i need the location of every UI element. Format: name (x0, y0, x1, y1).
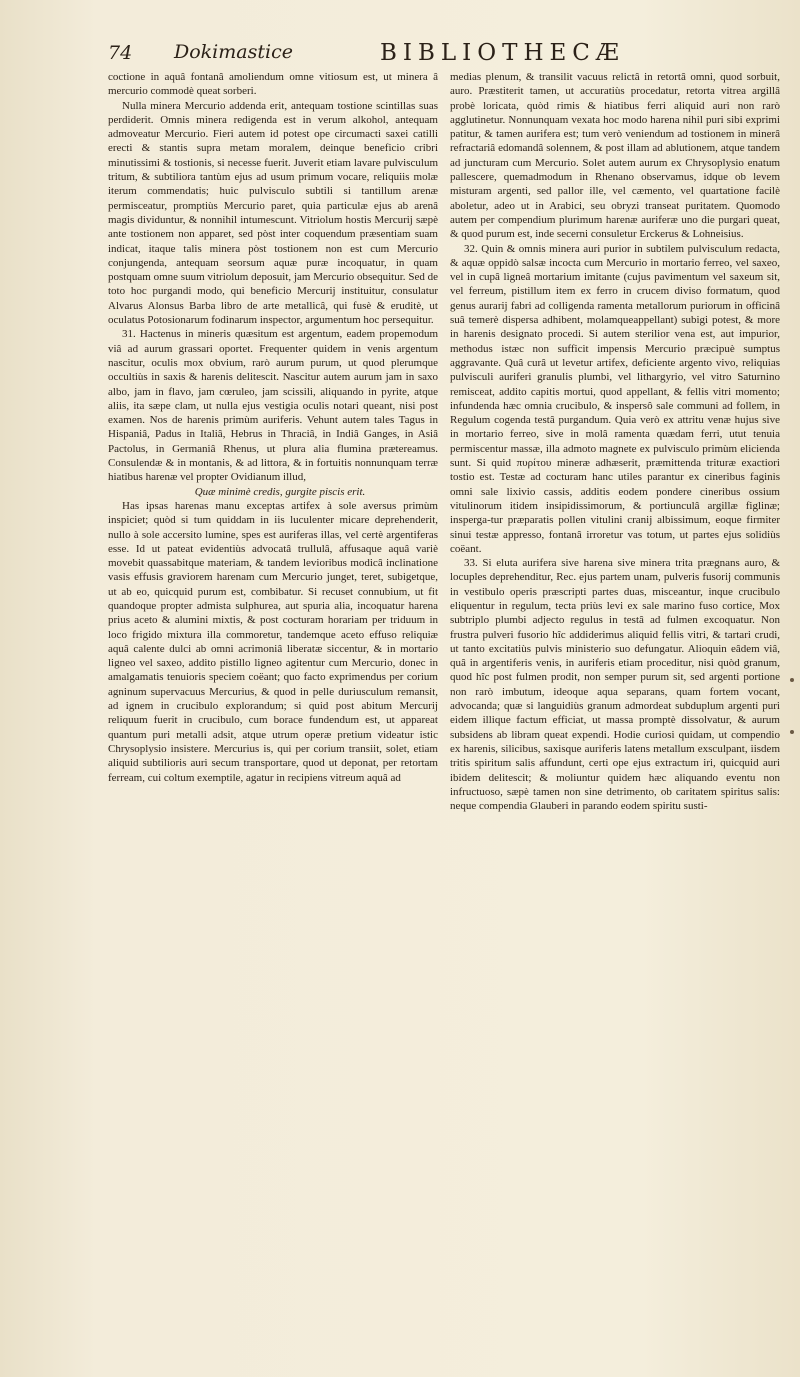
paragraph: Has ipsas harenas manu exceptas artifex à sole aversus primùm inspiciet; quòd si tum quiddam in iis luculenter micare deprehenderit, nullo à sole accersito lumine, spes est auriferas illas, vel certè argentiferas esse. Id ut pateat evidentiùs advocatâ trullulâ, affusaque aquâ variè movebit quassabitque materiam, & tandem levioribus modicâ inclinatione vasis effusis graviorem harenam cum Mercurio junget, teret, subigetque, ut ab eo, quicquid purum est, combibatur. Si recuset connubium, ut fit quandoque propter admista sulphurea, aut spuria alia, incoquatur harena prius aceto & alumini mixtis, & post cocturam horariam per triduum in loco frigido mixtura illa commoretur, tandemque aceto effuso reliquiæ aquâ calente dulci ab omni acrimoniâ liberatæ siccentur, & in mortario ligneo vel saxeo, addito pistillo ligneo agitentur cum Mercurio, donec in amalgamatis tenuioris speciem coëant; quo facto exprimendus per corium agninum supervacuus Mercurius, & quod in pelle duriusculum remansit, ad ignem in crucibulo explorandum; si quid post abitum Mercurij reliquum fuerit in crucibulo, cum borace fundendum est, ut appareat quantum puri metalli adsit, atque utrum operæ pretium videatur istic Chrysoplysio insistere. Mercurius is, qui per corium transiit, solet, etiam aliquid subtilioris auri secum transportare, quod ut deponat, per retortam ferream, cui coltum exemptile, agatur in recipiens vitreum aquâ ad (108, 499, 438, 784)
page-title: BIBLIOTHECÆ (380, 40, 625, 66)
right-column (450, 70, 780, 813)
page-header (108, 38, 780, 68)
text-columns (108, 70, 780, 813)
page-number: 74 (108, 42, 133, 64)
paragraph: Nulla minera Mercurio addenda erit, antequam tostione scintillas suas perdiderit. Omnis minera redigenda est in verum alkohol, antequam admoveatur Mercurio. Fieri autem id potest ope circumacti saxei catilli erecti & stantis supra metam moralem, deinque beneficio cribri minutissimi & tostionis, si necesse fuerit. Juverit etiam lavare pulvisculum tritum, & subtiliora tantùm ejus ad usum primum vocare, reliquiis molæ iterum commendatis; huic pulvisculo subtili si tantillum arenæ permisceatur, promptiùs Mercurio paret, quia particulæ ejus ab arenâ magis dividuntur, & nonnihil intumescunt. Vitriolum hostis Mercurij sæpè ante tostionem non apparet, sed pòst inter coquendum præsentiam suam indicat, itaque talis minera pòst tostionem non est cum Mercurio conjungenda, antequam seorsum aquæ puræ incoquatur, in quam postquam omne suum vitriolum deposuit, jam Mercurio obsequitur. Sed de toto hoc purgandi modo, qui beneficio Mercurij instituitur, consulatur Alvarus Alonsus Barba libro de arte metallicâ, qui fusè & eruditè, ut oculatus Potosionarum fodinarum inspector, argumentum hoc persequitur. (108, 99, 438, 327)
paragraph: coctione in aquâ fontanâ amoliendum omne vitiosum est, ut minera â mercurio commodè queat sorberi. (108, 71, 438, 98)
edge-speck (790, 678, 794, 682)
left-column (108, 70, 438, 813)
paragraph: medias plenum, & transilit vacuus relictâ in retortâ omni, quod sorbuit, auro. Præstiterit tamen, ut accuratiùs procedatur, retorta vitrea argillâ probè loricata, quòd rimis & hiatibus ferri aliquid auri non rarò agglutinetur. Nonnunquam vexata hoc modo harena nihil puri sibi exprimi patitur, & tamen aurifera est; tum verò veniendum ad tostionem in minerâ refractariâ edomandâ solennem, & post illam ad ablutionem, atque tandem ad juncturam cum Mercurio. Solet autem aurum ex Chrysoplysio enatum pallescere, quemadmodum in Rhenano observamus, idque ob levem misturam argenti, sed pallor ille, vel cæmento, vel quartatione facilè aboletur, adeo ut in Arabici, seu obryzi transeat puritatem. Quomodo autem per compendium plurimum harenæ auriferæ uno die purgari queat, & quod purum est, inde secerni consuletur Erckerus & Lohneisius. (450, 71, 780, 241)
verse-quotation: Quæ minimè credis, gurgite piscis erit. (194, 485, 366, 498)
paragraph: 33. Si eluta aurifera sive harena sive minera trita prægnans auro, & locuples deprehenditur, Rec. ejus partem unam, pulveris fusorij communis in vestibulo operis præscripti partes duas, misceantur, inque crucibulo eliquentur in regulum, tecta priùs levi ex sale marino fuso cortice, Mox subtriplo plumbi adjecto regulus in testâ ad fulmen excoquatur. Non frustra pulveri fusorio hîc addiderimus aliquid fellis vitri, & tartari crudi, ut tanto excitatiùs pulvis ministerio suo defungatur. Alioquin eâdem viâ, quâ in argentiferis venis, in auriferis etiam proceditur, nisi quòd granum, quod hîc post fulmen prodit, non semper purum sit, sed argenti portione non rarò imbutum, ideoque aqua separans, quam fortem vocant, advocanda; quæ si languidiùs granum admordeat subduplum argenti puri eidem illique factum efficiat, ut massa promptè dissolvatur, & aurum subsidens ab libram queat expendi. Hodie curiosi quidam, ut compendio ex harenis, silicibus, saxisque auriferis latens metallum exsculpant, iisdem tritis spiritum salis affundunt, certi ope ejus extractum iri, quicquid auri ibidem delitescit; & moliuntur quidem hæc aliquando eventu non infructuoso, sæpè tamen non sine detrimento, ob caritatem spiritus salis: neque compendia Glauberi in parando eodem spiritu susti- (450, 557, 780, 813)
running-head: Dokimastice (174, 41, 293, 63)
edge-speck (790, 730, 794, 734)
paragraph: 32. Quin & omnis minera auri purior in subtilem pulvisculum redacta, & aquæ oppidò salsæ incocta cum Mercurio in mortario ferreo, vel saxeo, vel in cupâ ligneâ mortarium imitante (cujus pavimentum vel saxeum sit, vel ferreum, pistillum item ex ferro in crucem diviso formatum, quod genus aurarij fabri ad colligenda ramenta metallorum puriorum in officinâ suâ temerè dispersa adhibent, molamqueappellant) subigi potest, & more in harenis designato procedi. Si autem sterilior vena est, aut impurior, methodus istæc non sufficit impensis Mercurio præcipuè sumptus aggravante. Quâ curâ ut levetur artifex, deficiente argento vivo, reliquias pulvisculi auriferi granulis plumbi, vel lithargyrio, vel vitro Saturnino remisceat, addito capitis mortui, quod appellant, & fellis vitri momento; infundenda hæc omnia crucibulo, & inspersô sale communi ad follem, in Regulum cogenda testâ purgandum. Quia verò ex attritu venæ hujus sive in mortario ferreo, sive in molâ ramenta quædam ferri, utut tenuia permiscentur massæ, illa admoto magnete ex pulvisculo primùm elicienda sunt. Si quid πυρίτου mineræ adhæserit, præmittenda trituræ exactiori tostio est. Testæ ad cocturam hanc utiles parantur ex cineribus faginis omni sale lixivio cassis, additis eodem pondere cineribus ossium vitulinorum itidem insipidissimorum, & portiunculâ argillæ figlinæ; insperga-tur præparatis pollen vitulini cranij albissimum, eoque firmiter sinui testæ appresso, fontanâ irroretur vas totum, ut partes ejus solidiùs coëant. (450, 242, 780, 555)
paragraph: 31. Hactenus in mineris quæsitum est argentum, eadem propemodum viâ ad aurum grassari oportet. Frequenter quidem in venis argentum nascitur, oculis mox obvium, rarò aurum purum, ut quod plerumque occultiùs in saxis & harenis delitescit. Nascitur autem aurum jam in saxo albo, jam in flavo, jam cœruleo, jam scissili, aliquando in pyrite, atque aliis, ita sæpe clam, ut nulla ejus vestigia oculis notari queant, nisi post examen. Nos de harenis primùm auriferis. Vehunt autem tales Tagus in Hispaniâ, Padus in Italiâ, Hebrus in Thraciâ, in Indiâ Ganges, in Asiâ Pactolus, in Germaniâ Rhenus, ut plura alia flumina prætereamus. Consulendæ & in montanis, & ad littora, & in fortuitis nonnunquam terræ hiatibus harenæ vel propter Ovidianum illud, (108, 328, 438, 484)
